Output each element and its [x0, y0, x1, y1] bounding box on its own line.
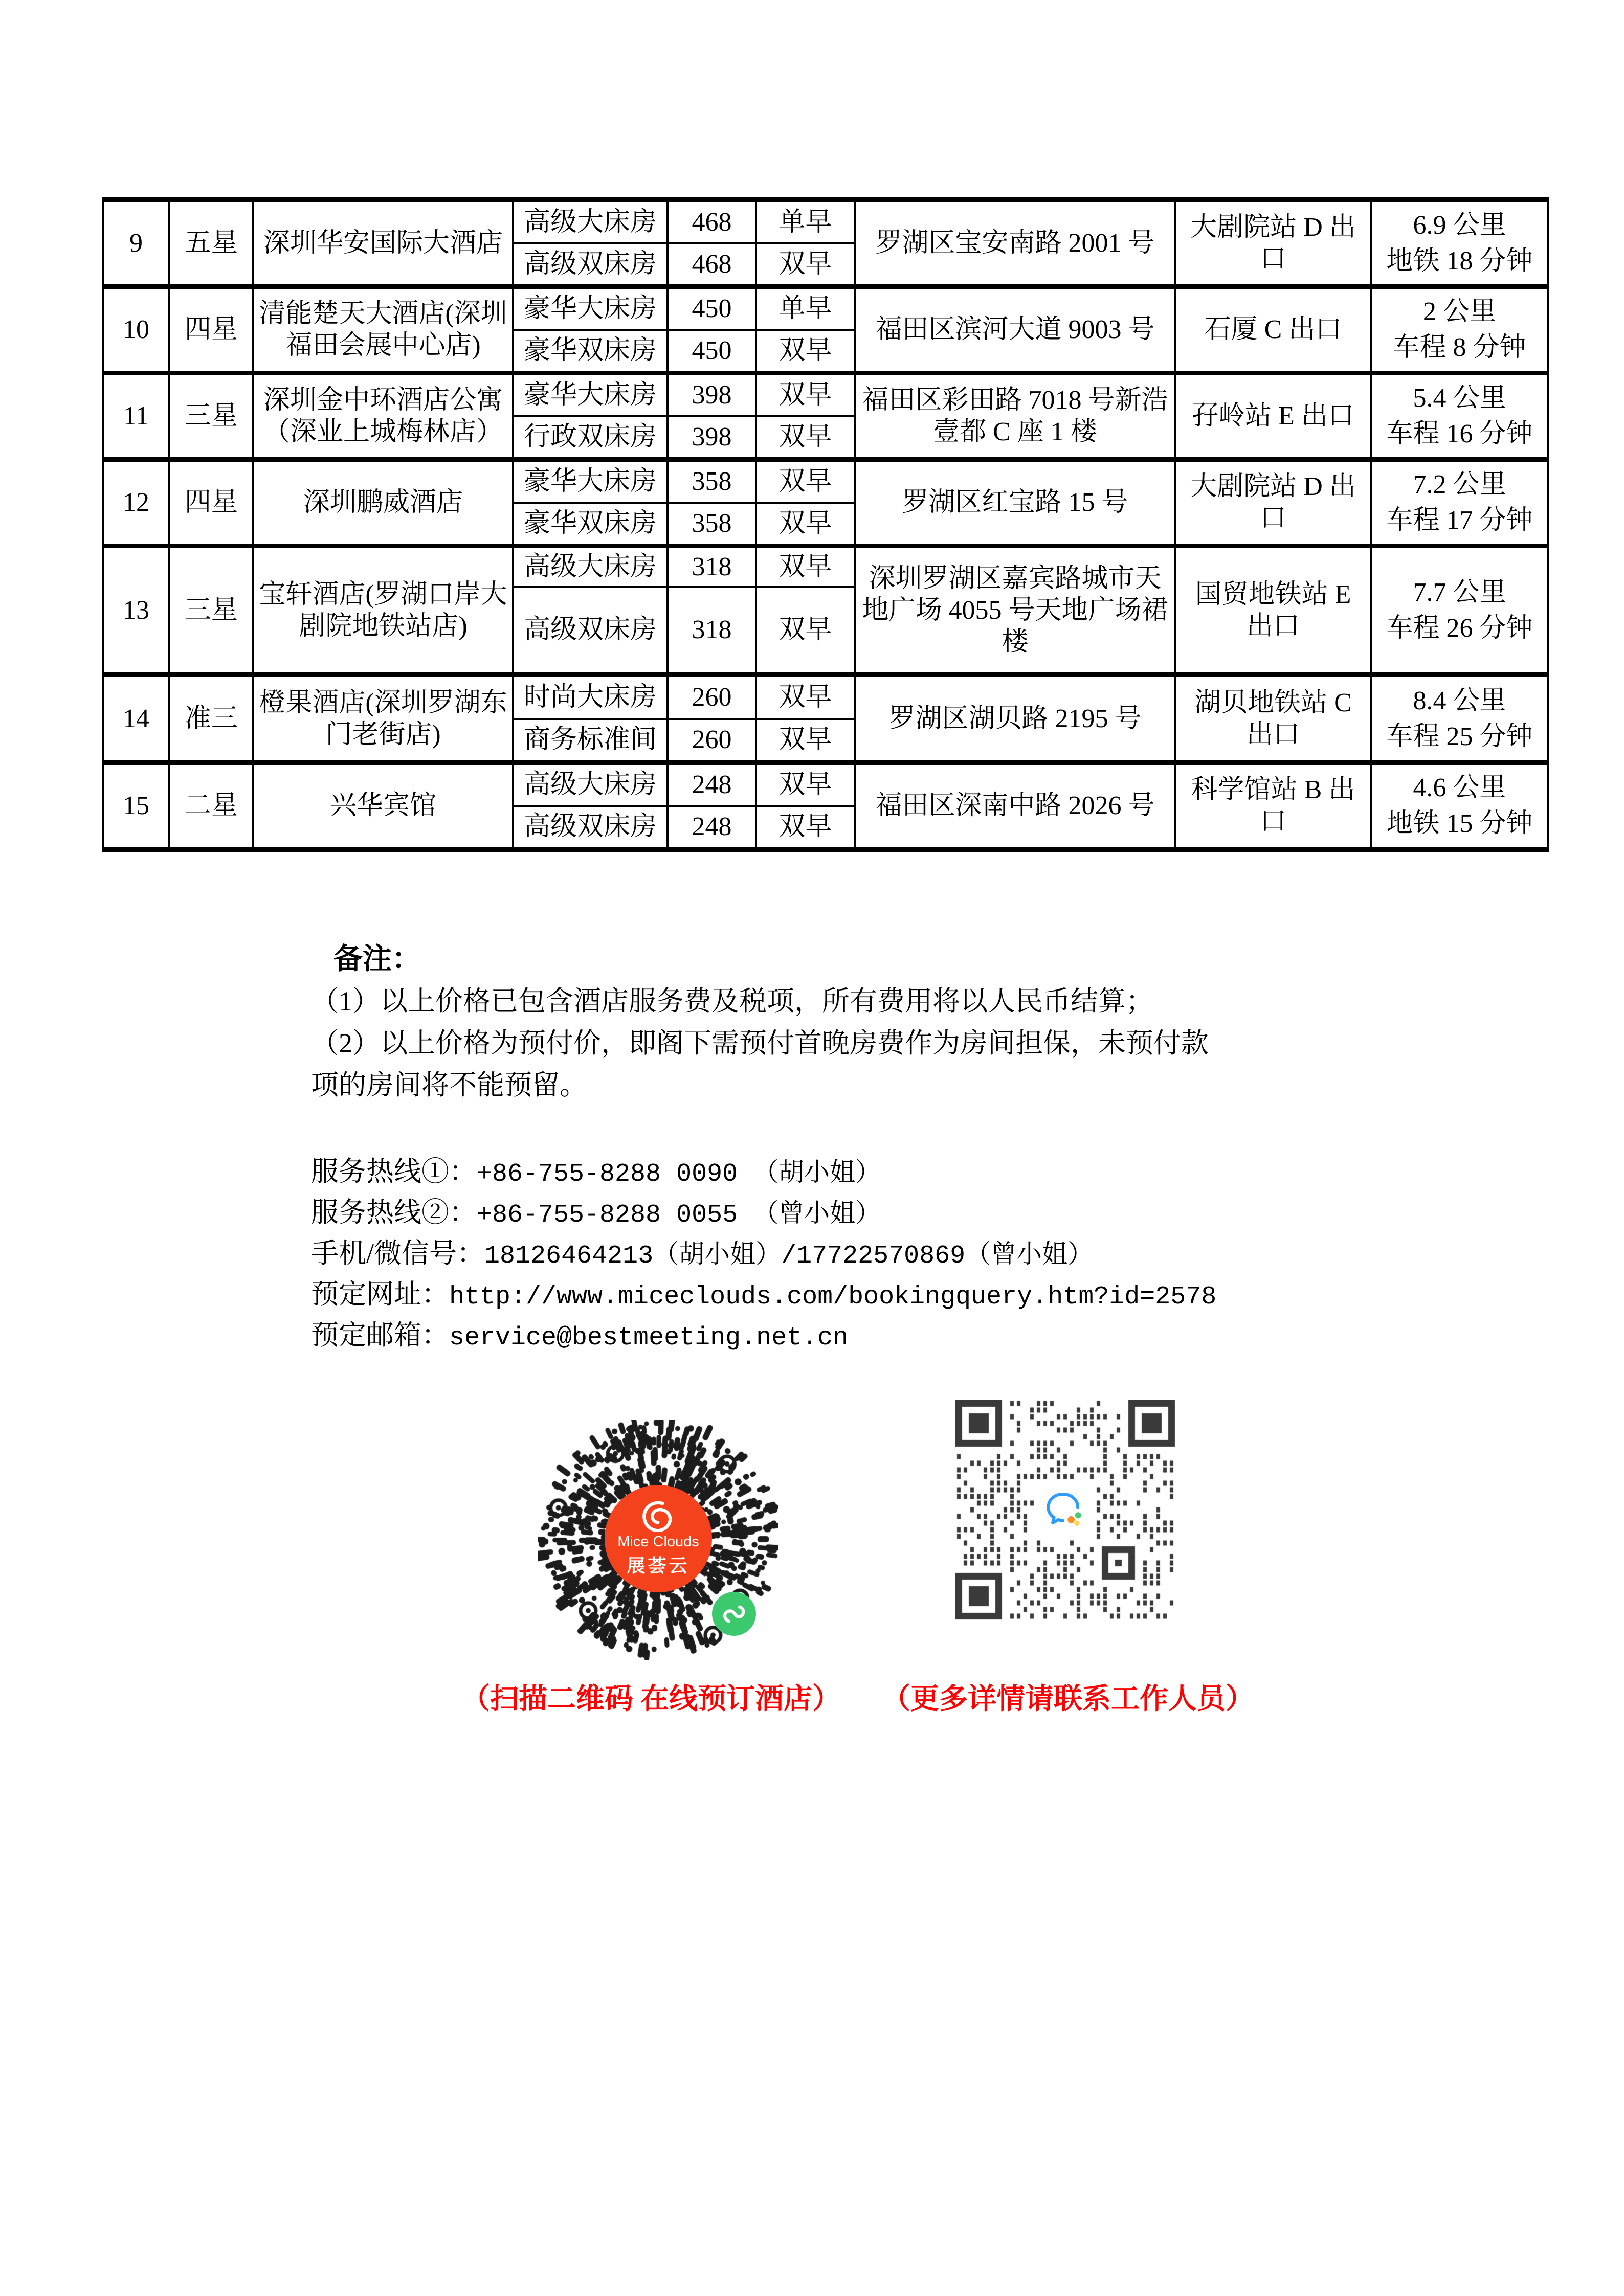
metro-exit: 孖岭站 E 出口 — [1175, 373, 1371, 460]
metro-exit: 国贸地铁站 E 出口 — [1175, 546, 1371, 675]
room-price: 318 — [668, 587, 756, 675]
room-price: 260 — [668, 675, 756, 719]
note-line: 项的房间将不能预留。 — [311, 1070, 587, 1100]
hotel-name: 深圳金中环酒店公寓（深业上城梅林店） — [253, 373, 513, 460]
hotel-address: 深圳罗湖区嘉宾路城市天地广场 4055 号天地广场裙楼 — [855, 546, 1175, 675]
hotel-address: 罗湖区湖贝路 2195 号 — [855, 675, 1175, 763]
hotline-1-number: +86-755-8288 0090 （胡小姐） — [477, 1160, 881, 1189]
breakfast-type: 双早 — [756, 503, 855, 546]
booking-email: service@bestmeeting.net.cn — [449, 1323, 849, 1353]
distance-cell — [1371, 200, 1548, 287]
breakfast-type: 双早 — [756, 373, 855, 417]
notes-title: 备注： — [333, 943, 421, 975]
distance-cell — [1371, 460, 1548, 546]
star-rating: 四星 — [169, 460, 253, 546]
distance-km: 7.7 公里 — [1413, 577, 1506, 607]
hotel-address: 罗湖区红宝路 15 号 — [855, 460, 1175, 546]
room-type: 豪华双床房 — [513, 330, 668, 373]
row-number: 11 — [103, 373, 169, 460]
row-number: 13 — [103, 546, 169, 675]
room-price: 358 — [668, 503, 756, 546]
room-type: 高级双床房 — [513, 587, 668, 675]
hotel-name: 兴华宾馆 — [253, 763, 513, 850]
wechat-work-icon — [1039, 1483, 1092, 1537]
room-type: 高级双床房 — [513, 243, 668, 287]
breakfast-type: 双早 — [756, 806, 855, 849]
breakfast-type: 双早 — [756, 330, 855, 373]
star-rating: 准三 — [169, 675, 253, 763]
room-type: 高级大床房 — [513, 546, 668, 587]
breakfast-type: 双早 — [756, 587, 855, 675]
hotel-price-table — [102, 197, 1549, 852]
hotline-1 — [311, 1150, 1216, 1190]
room-price: 450 — [668, 330, 756, 373]
distance-time: 地铁 18 分钟 — [1386, 246, 1533, 276]
booking-email-line — [311, 1313, 1216, 1354]
hotel-address: 福田区滨河大道 9003 号 — [855, 287, 1175, 373]
distance-time: 车程 25 分钟 — [1386, 722, 1533, 751]
distance-km: 5.4 公里 — [1413, 384, 1506, 413]
hotel-address: 福田区彩田路 7018 号新浩壹都 C 座 1 楼 — [855, 373, 1175, 460]
cloud-swirl-logo-icon — [640, 1500, 677, 1532]
booking-url-label: 预定网址： — [311, 1279, 449, 1310]
contact-section — [311, 1150, 1216, 1354]
metro-exit: 大剧院站 D 出口 — [1175, 200, 1371, 287]
room-price: 468 — [668, 243, 756, 287]
star-rating: 二星 — [169, 763, 253, 850]
room-price: 450 — [668, 287, 756, 330]
mobile-wechat-numbers: 18126464213（胡小姐）/17722570869（曾小姐） — [484, 1242, 1094, 1271]
breakfast-type: 双早 — [756, 460, 855, 503]
hotel-address: 福田区深南中路 2026 号 — [855, 763, 1175, 850]
wechat-work-bubble-glyph — [1043, 1488, 1087, 1532]
room-price: 318 — [668, 546, 756, 587]
room-price: 260 — [668, 719, 756, 763]
note-line: （2）以上价格为预付价，即阁下需预付首晚房费作为房间担保，未预付款 — [311, 1028, 1209, 1059]
row-number: 9 — [103, 200, 169, 287]
hotline-1-label: 服务热线①： — [311, 1156, 477, 1187]
wecom-qr-code — [955, 1400, 1175, 1620]
room-price: 398 — [668, 373, 756, 417]
star-rating: 三星 — [169, 546, 253, 675]
row-number: 14 — [103, 675, 169, 763]
star-rating: 五星 — [169, 200, 253, 287]
distance-km: 7.2 公里 — [1413, 470, 1506, 499]
note-line: （1）以上价格已包含酒店服务费及税项，所有费用将以人民币结算； — [311, 986, 1153, 1017]
booking-email-label: 预定邮箱： — [311, 1320, 449, 1350]
breakfast-type: 双早 — [756, 546, 855, 587]
room-type: 豪华大床房 — [513, 287, 668, 330]
weapp-s-glyph — [720, 1600, 748, 1628]
distance-time: 地铁 15 分钟 — [1386, 809, 1533, 838]
hotline-2 — [311, 1190, 1216, 1231]
distance-cell — [1371, 373, 1548, 460]
room-price: 358 — [668, 460, 756, 503]
distance-time: 车程 8 分钟 — [1393, 333, 1526, 362]
hotel-address: 罗湖区宝安南路 2001 号 — [855, 200, 1175, 287]
distance-km: 2 公里 — [1422, 297, 1496, 326]
qr-caption-right: （更多详情请联系工作人员） — [882, 1683, 1254, 1715]
hotel-name: 清能楚天大酒店(深圳福田会展中心店) — [253, 287, 513, 373]
room-price: 248 — [668, 763, 756, 806]
distance-km: 8.4 公里 — [1413, 686, 1506, 715]
breakfast-type: 单早 — [756, 287, 855, 330]
booking-url-line — [311, 1272, 1216, 1313]
hotel-name: 深圳鹏威酒店 — [253, 460, 513, 546]
room-type: 商务标准间 — [513, 719, 668, 763]
distance-km: 4.6 公里 — [1413, 773, 1506, 802]
miniprogram-qr-code — [538, 1420, 778, 1660]
weapp-icon — [712, 1592, 756, 1636]
distance-cell — [1371, 546, 1548, 675]
row-number: 10 — [103, 287, 169, 373]
brand-name-en: Mice Clouds — [617, 1534, 699, 1550]
hotel-name: 橙果酒店(深圳罗湖东门老街店) — [253, 675, 513, 763]
room-type: 豪华大床房 — [513, 373, 668, 417]
breakfast-type: 双早 — [756, 719, 855, 763]
distance-cell — [1371, 287, 1548, 373]
breakfast-type: 双早 — [756, 763, 855, 806]
room-price: 248 — [668, 806, 756, 849]
room-type: 高级大床房 — [513, 763, 668, 806]
hotel-name: 深圳华安国际大酒店 — [253, 200, 513, 287]
booking-url: http://www.miceclouds.com/bookingquery.htm?id=2578 — [449, 1282, 1217, 1312]
room-type: 时尚大床房 — [513, 675, 668, 719]
mobile-wechat-label: 手机/微信号： — [311, 1238, 485, 1269]
distance-cell — [1371, 763, 1548, 850]
distance-time: 车程 26 分钟 — [1386, 613, 1533, 643]
qr-caption-left: （扫描二维码 在线预订酒店） — [461, 1683, 841, 1715]
hotline-2-number: +86-755-8288 0055 （曾小姐） — [477, 1201, 881, 1230]
breakfast-type: 双早 — [756, 243, 855, 287]
metro-exit: 湖贝地铁站 C 出口 — [1175, 675, 1371, 763]
room-type: 高级大床房 — [513, 200, 668, 243]
room-type: 豪华大床房 — [513, 460, 668, 503]
breakfast-type: 双早 — [756, 675, 855, 719]
hotel-name: 宝轩酒店(罗湖口岸大剧院地铁站店) — [253, 546, 513, 675]
metro-exit: 科学馆站 B 出口 — [1175, 763, 1371, 850]
room-price: 468 — [668, 200, 756, 243]
notes-section — [311, 938, 1209, 1106]
distance-cell — [1371, 675, 1548, 763]
row-number: 15 — [103, 763, 169, 850]
room-type: 行政双床房 — [513, 416, 668, 460]
room-type: 豪华双床房 — [513, 503, 668, 546]
star-rating: 四星 — [169, 287, 253, 373]
room-price: 398 — [668, 416, 756, 460]
breakfast-type: 单早 — [756, 200, 855, 243]
distance-time: 车程 17 分钟 — [1386, 506, 1533, 535]
metro-exit: 大剧院站 D 出口 — [1175, 460, 1371, 546]
mobile-wechat — [311, 1231, 1216, 1272]
hotline-2-label: 服务热线②： — [311, 1197, 477, 1228]
breakfast-type: 双早 — [756, 416, 855, 460]
brand-name-cn: 展荟云 — [627, 1556, 690, 1576]
mice-clouds-logo-badge — [605, 1485, 712, 1592]
distance-km: 6.9 公里 — [1413, 211, 1506, 240]
distance-time: 车程 16 分钟 — [1386, 419, 1533, 448]
star-rating: 三星 — [169, 373, 253, 460]
room-type: 高级双床房 — [513, 806, 668, 849]
row-number: 12 — [103, 460, 169, 546]
metro-exit: 石厦 C 出口 — [1175, 287, 1371, 373]
